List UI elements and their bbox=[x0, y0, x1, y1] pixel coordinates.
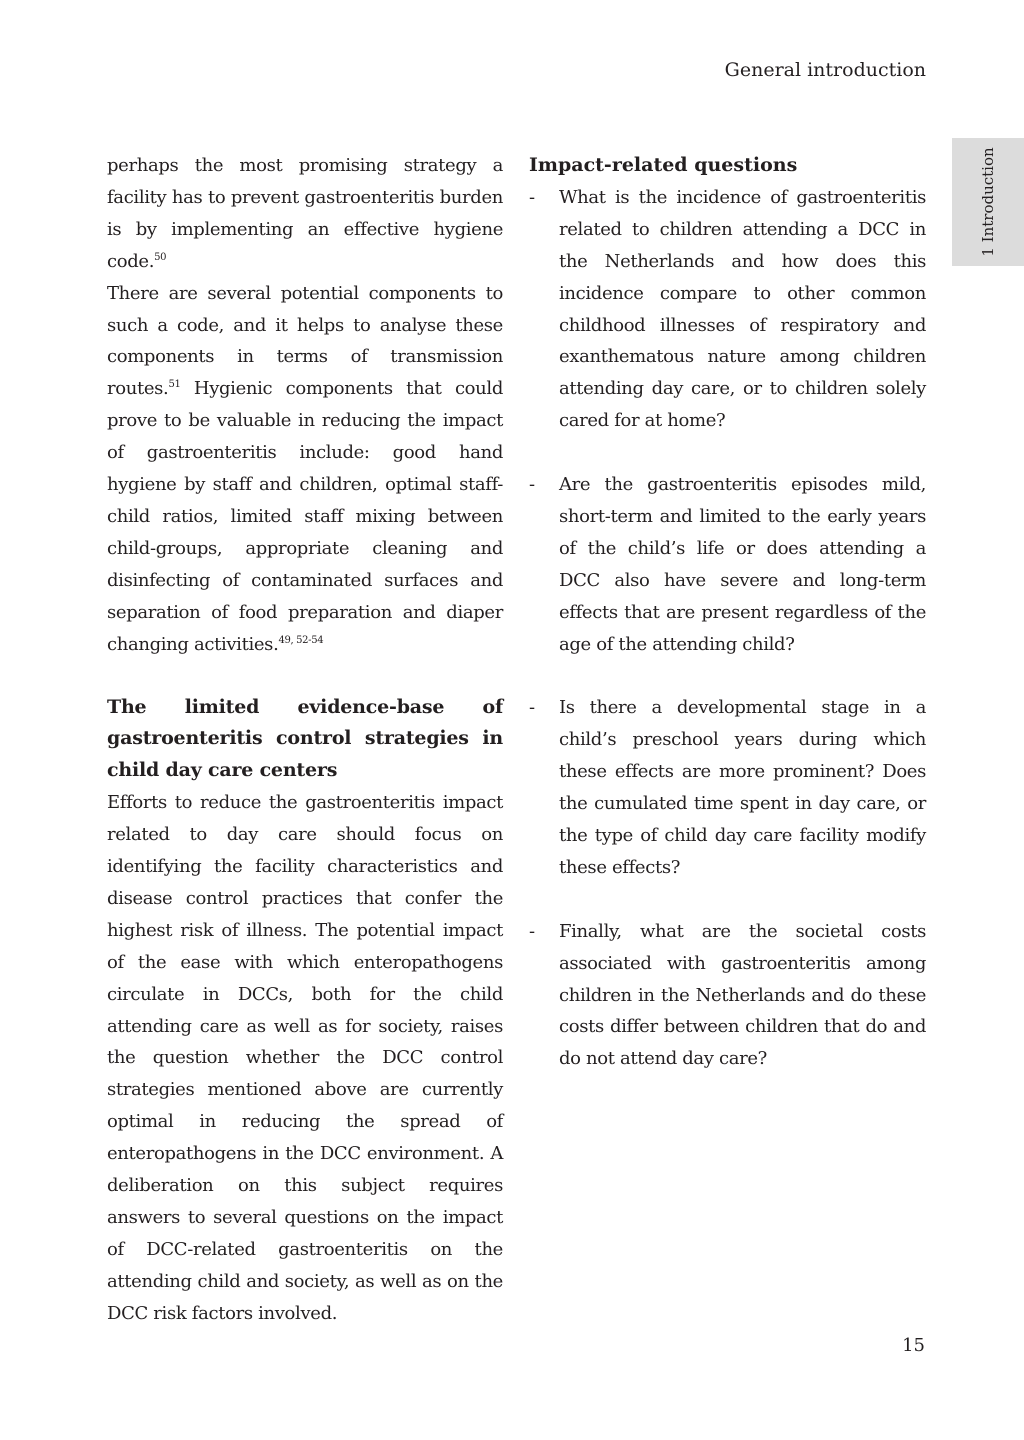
chapter-side-tab bbox=[952, 138, 1024, 266]
paragraph-hygiene-components-text-b: Hygienic components that could prove to be valuable in reducing the impact of gastroenteritis include: good hand hygiene by staff and children, optimal staff-child ratios, limited staff mixing between child-groups, appropriate cleaning and disinfecting of contaminated surfaces and separation of food preparation and diaper changing activities. bbox=[107, 378, 503, 655]
right-column bbox=[529, 150, 926, 1107]
list-item bbox=[529, 469, 926, 660]
left-column bbox=[107, 150, 503, 1330]
list-bullet: - bbox=[529, 920, 536, 942]
question-text: Are the gastroenteritis episodes mild, short-term and limited to the early years of the child’s life or does attending a DCC also have severe and long-term effects that are present regardless of the age of the attending child? bbox=[559, 474, 926, 655]
running-head-title: General introduction bbox=[724, 59, 926, 81]
impact-questions-list bbox=[529, 182, 926, 1075]
list-item bbox=[529, 692, 926, 883]
list-bullet: - bbox=[529, 697, 536, 719]
reference-superscript: 51 bbox=[168, 379, 181, 391]
question-text: Is there a developmental stage in a child’s preschool years during which these effects are more prominent? Does the cumulated time spent in day care, or the type of child day care facility modify these effects? bbox=[559, 697, 926, 878]
paragraph-hygiene-components bbox=[107, 278, 503, 661]
reference-superscript: 50 bbox=[154, 251, 167, 263]
section-heading: The limited evidence-base of gastroenteritis control strategies in child day care centers bbox=[107, 695, 503, 782]
question-text: Finally, what are the societal costs associated with gastroenteritis among children in the Netherlands and do these costs differ between children that do and do not attend day care? bbox=[559, 920, 926, 1070]
chapter-side-tab-label: 1 Introduction bbox=[979, 147, 997, 257]
impact-questions-heading: Impact-related questions bbox=[529, 154, 798, 176]
list-bullet: - bbox=[529, 186, 536, 208]
list-item bbox=[529, 182, 926, 437]
paragraph-efforts: Efforts to reduce the gastroenteritis impact related to day care should focus on identifying the facility characteristics and disease control practices that confer the highest risk of illness. The potential impact of the ease with which enteropathogens circulate in DCCs, both for the child attending care as well as for society, raises the question whether the DCC control strategies mentioned above are currently optimal in reducing the spread of enteropathogens in the DCC environment. A deliberation on this subject requires answers to several questions on the impact of DCC-related gastroenteritis on the attending child and society, as well as on the DCC risk factors involved. bbox=[107, 792, 503, 1324]
paragraph-hygiene-code-text: perhaps the most promising strategy a facility has to prevent gastroenteritis burden is by implementing an effective hygiene code. bbox=[107, 155, 503, 272]
question-text: What is the incidence of gastroenteritis related to children attending a DCC in the Netherlands and how does this incidence compare to other common childhood illnesses of respiratory and exanthematous nature among children attending day care, or to children solely cared for at home? bbox=[559, 186, 926, 432]
reference-superscript: 49, 52-54 bbox=[278, 634, 324, 646]
paragraph-hygiene-code bbox=[107, 150, 503, 278]
page-number: 15 bbox=[902, 1335, 925, 1356]
list-bullet: - bbox=[529, 474, 536, 496]
list-item bbox=[529, 916, 926, 1076]
paragraph-hygiene-components-text-a: There are several potential components to such a code, and it helps to analyse these components in terms of transmission routes. bbox=[107, 282, 503, 400]
